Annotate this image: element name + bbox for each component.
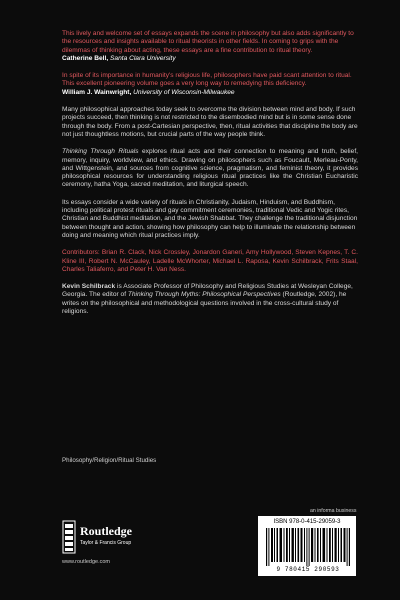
isbn-label: ISBN 978-0-415-29059-3 xyxy=(273,519,341,525)
routledge-logo xyxy=(62,519,172,555)
barcode-number: 9 780415 290593 xyxy=(276,566,340,573)
description-paragraph-3: Its essays consider a wide variety of rituals in Christianity, Judaism, Hinduism, and Buddhism, including political protest rituals and gay commitment ceremonies, traditional Vedic and Yogic rites, Christian and Buddhist meditation, and the Jewish Shabbat. They challenge the traditional disjunction between thought and action, showing how philosophy can help to illuminate the relationship between doing and meaning which ritual practices imply. xyxy=(62,198,358,239)
publisher-name: Routledge xyxy=(80,524,132,538)
praise-attribution-1 xyxy=(62,55,358,63)
description-paragraph-1: Many philosophical approaches today seek to overcome the division between mind and body. If such projects succeed, then thinking is not restricted to the disembodied mind but is in some sense done through the body. From a post-Cartesian perspective, then, ritual activities that discipline the body are not just thoughtless motions, but crucial parts of the way people think. xyxy=(62,106,358,138)
informa-business-label: an informa business xyxy=(310,508,357,514)
editor-book-title: Thinking Through Myths: Philosophical Perspectives xyxy=(127,291,281,299)
routledge-tower-icon xyxy=(62,519,76,555)
praise-attribution-2 xyxy=(62,89,358,97)
contributors: Contributors: Brian R. Clack, Nick Crossley, Jonardon Ganeri, Amy Hollywood, Steven Kepnes, T. C. Kline III, Robert N. McCauley, Ladelle McWhorter, Michael L. Raposa, Kevin Schilbrack, Frits Staal, Charles Taliaferro, and Peter H. Van Ness. xyxy=(62,249,358,273)
praise-name-1: Catherine Bell, xyxy=(62,54,111,62)
editor-name: Kevin Schilbrack xyxy=(62,283,116,291)
publisher-url[interactable]: www.routledge.com xyxy=(62,559,110,565)
back-cover-text xyxy=(62,30,358,325)
editor-bio: Kevin Schilbrack is Associate Professor of Philosophy and Religious Studies at Wesleyan College, Georgia. The editor of Thinking Through Myths: Philosophical Perspectives (Routledge, 2002), he writes on the philosophical and methodological questions involved in the cross-cultural study of religions. xyxy=(62,283,353,316)
subject-category: Philosophy/Religion/Ritual Studies xyxy=(62,457,157,464)
praise-name-2: William J. Wainwright, xyxy=(62,88,134,96)
book-title: Thinking Through Rituals xyxy=(62,148,139,156)
publisher-group: Taylor & Francis Group xyxy=(80,540,132,546)
praise-quote-2: In spite of its importance in humanity's religious life, philosophers have paid scant attention to ritual. This excellent pioneering volume goes a very long way to remedying this deficiency. xyxy=(62,72,352,88)
description-paragraph-2: Thinking Through Rituals explores ritual acts and their connection to meaning and truth, belief, memory, inquiry, worldview, and ethics. Drawing on philosophers such as Foucault, Merleau-Ponty, and Wittgenstein, and sources from cognitive science, pragmatism, and feminist theory, it provides philosophical resources for understanding religious ritual practices like the Christian Eucharistic ceremony, hatha Yoga, sacred meditation, and liturgical speech. xyxy=(62,148,358,189)
praise-affiliation-2: University of Wisconsin-Milwaukee xyxy=(133,88,235,96)
praise-affiliation-1: Santa Clara University xyxy=(110,54,176,62)
isbn-barcode xyxy=(258,516,356,576)
praise-quote-1: This lively and welcome set of essays expands the scene in philosophy but also adds significantly to the resources and insights available to ritual theorists in other fields. In coming to grips with the dilemmas of thinking about acting, these essays are a fine contribution to ritual theory. xyxy=(62,30,354,54)
barcode-icon xyxy=(266,528,350,566)
